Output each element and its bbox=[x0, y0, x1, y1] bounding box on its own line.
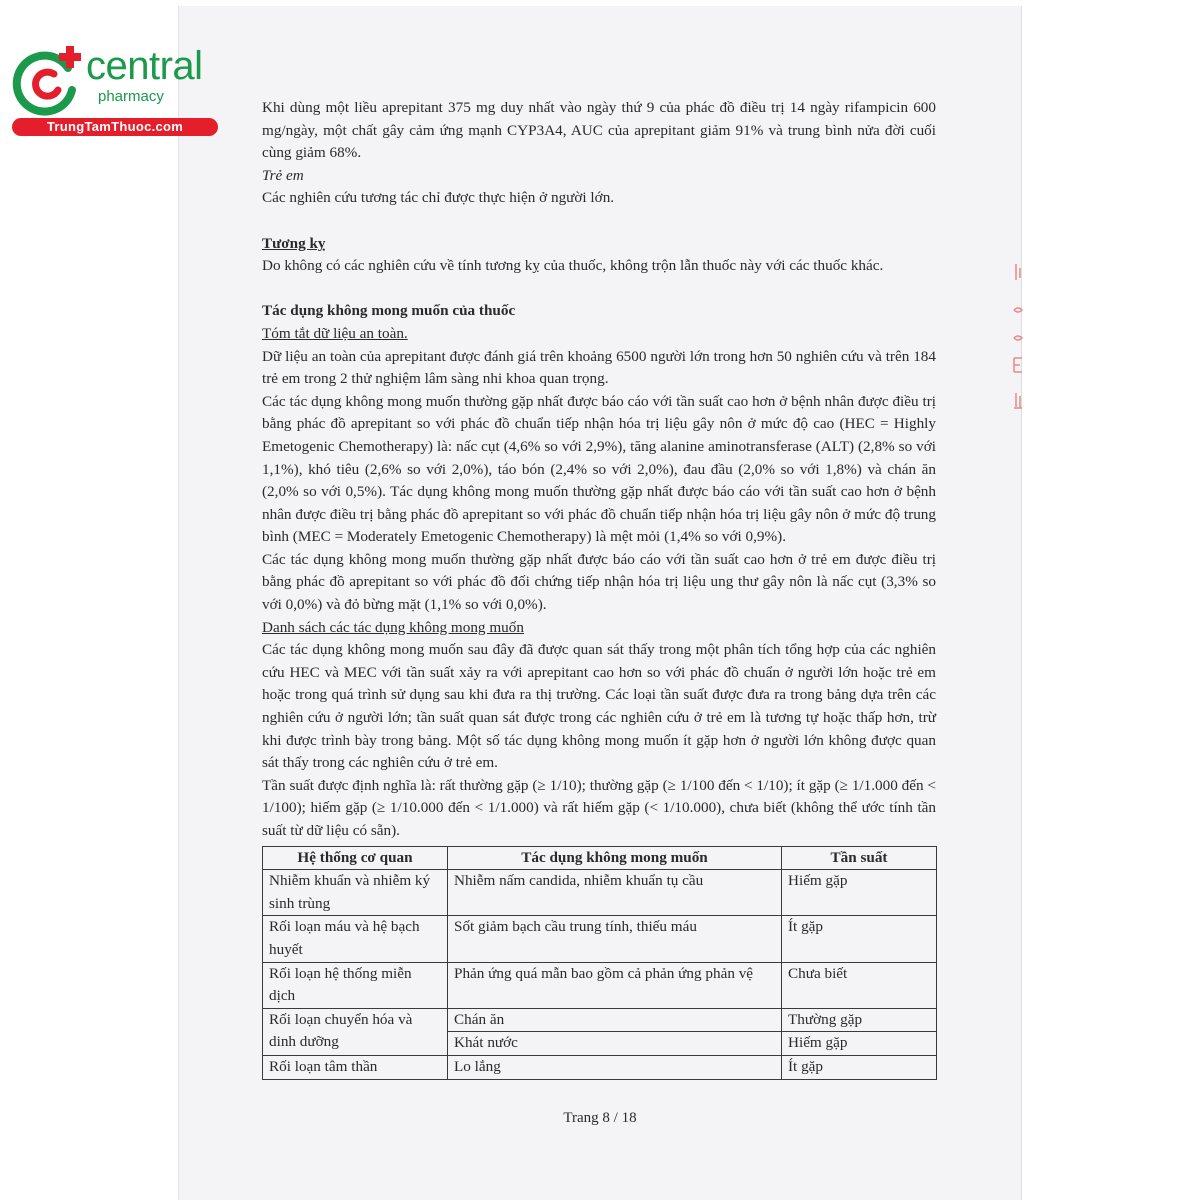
paragraph: Các tác dụng không mong muốn sau đây đã được quan sát thấy trong một phân tích tổng hợp của các nghiên cứu HEC và MEC với tần suất xảy ra với aprepitant cao hơn so với phác đồ chuẩn ở người lớn hoặc trẻ em hoặc trong quá trình sử dụng sau khi đưa ra thị trường. Các loại tần suất được đưa ra trong bảng dựa trên các nghiên cứu ở người lớn; tần suất quan sát được trong các nghiên cứu ở trẻ em là tương tự hoặc thấp hơn, trừ khi được trình bày trong bảng. Một số tác dụng không mong muốn ít gặp hơn ở người lớn không được quan sát thấy trong các nghiên cứu ở trẻ em. bbox=[262, 641, 936, 772]
frequency-cell: Hiếm gặp bbox=[782, 1032, 937, 1056]
paragraph: Các nghiên cứu tương tác chỉ được thực hiện ở người lớn. bbox=[262, 189, 615, 207]
table-row bbox=[263, 962, 937, 1008]
table-row bbox=[263, 1008, 937, 1032]
heading-adverse-effects: Tác dụng không mong muốn của thuốc bbox=[262, 302, 516, 320]
subheading-ae-list: Danh sách các tác dụng không mong muốn bbox=[262, 618, 524, 636]
page-number: Trang 8 / 18 bbox=[563, 1110, 637, 1126]
organ-cell: Rối loạn máu và hệ bạch huyết bbox=[263, 916, 448, 962]
logo[interactable] bbox=[10, 38, 220, 138]
paragraph: Tần suất được định nghĩa là: rất thường gặp (≥ 1/10); thường gặp (≥ 1/100 đến < 1/10); ít gặp (≥ 1/1.000 đến < 1/100); hiếm gặp (≥ 1/10.000 đến < 1/1.000) và rất hiếm gặp (< 1/10.000), chưa biết (không thể ước tính tần suất từ dữ liệu có sẵn). bbox=[262, 776, 936, 839]
logo-wordmark: central bbox=[86, 44, 203, 88]
organ-cell: Rối loạn hệ thống miễn dịch bbox=[263, 962, 448, 1008]
stamp-marks bbox=[1002, 258, 1026, 428]
document-body bbox=[262, 97, 936, 1080]
frequency-cell: Hiếm gặp bbox=[782, 870, 937, 916]
effect-cell: Nhiễm nấm candida, nhiễm khuẩn tụ cầu bbox=[448, 870, 782, 916]
effect-cell: Chán ăn bbox=[448, 1008, 782, 1032]
column-header: Tác dụng không mong muốn bbox=[448, 846, 782, 870]
table-row bbox=[263, 916, 937, 962]
subheading-children: Trẻ em bbox=[262, 166, 304, 184]
logo-tagline: pharmacy bbox=[98, 88, 164, 105]
table-header-row bbox=[263, 846, 937, 870]
paragraph: Các tác dụng không mong muốn thường gặp nhất được báo cáo với tần suất cao hơn ở trẻ em được điều trị bằng phác đồ aprepitant so với phác đồ đối chứng tiếp nhận hóa trị liệu ung thư gây nôn là nấc cụt (3,3% so với 0,0%) và đỏ bừng mặt (1,1% so với 0,0%). bbox=[262, 550, 936, 614]
paragraph: Các tác dụng không mong muốn thường gặp nhất được báo cáo với tần suất cao hơn ở bệnh nhân được điều trị bằng phác đồ aprepitant so với phác đồ chuẩn tiếp nhận hóa trị liệu gây nôn ở mức độ cao (HEC = Highly Emetogenic Chemotherapy) là: nấc cụt (4,6% so với 2,9%), tăng alanine aminotransferase (ALT) (2,8% so với 1,1%), khó tiêu (2,6% so với 2,0%), táo bón (2,4% so với 2,0%), đau đầu (2,0% so với 1,8%) và chán ăn (2,0% so với 0,5%). Tác dụng không mong muốn thường gặp nhất được báo cáo với tần suất cao hơn ở bệnh nhân được điều trị bằng phác đồ aprepitant so với phác đồ chuẩn tiếp nhận hóa trị liệu gây nôn ở mức độ trung bình (MEC = Moderately Emetogenic Chemotherapy) là mệt mỏi (1,4% so với 0,9%). bbox=[262, 392, 936, 546]
column-header: Tần suất bbox=[782, 846, 937, 870]
adverse-effects-table bbox=[262, 846, 937, 1080]
frequency-cell: Chưa biết bbox=[782, 962, 937, 1008]
column-header: Hệ thống cơ quan bbox=[263, 846, 448, 870]
subheading-safety-summary: Tóm tắt dữ liệu an toàn. bbox=[262, 324, 408, 342]
frequency-cell: Ít gặp bbox=[782, 916, 937, 962]
organ-cell: Nhiễm khuẩn và nhiễm ký sinh trùng bbox=[263, 870, 448, 916]
frequency-cell: Ít gặp bbox=[782, 1055, 937, 1079]
effect-cell: Khát nước bbox=[448, 1032, 782, 1056]
effect-cell: Phản ứng quá mẫn bao gồm cả phản ứng phản vệ bbox=[448, 962, 782, 1008]
effect-cell: Lo lắng bbox=[448, 1055, 782, 1079]
paragraph: Khi dùng một liều aprepitant 375 mg duy nhất vào ngày thứ 9 của phác đồ điều trị 14 ngày rifampicin 600 mg/ngày, một chất gây cảm ứng mạnh CYP3A4, AUC của aprepitant giảm 91% và trung bình nửa đời cuối cùng giảm 68%. bbox=[262, 99, 936, 162]
heading-compatibility: Tương kỵ bbox=[262, 234, 326, 252]
organ-cell: Rối loạn tâm thần bbox=[263, 1055, 448, 1079]
paragraph: Dữ liệu an toàn của aprepitant được đánh giá trên khoảng 6500 người lớn trong hơn 50 nghiên cứu và trên 184 trẻ em trong 2 thử nghiệm lâm sàng nhi khoa quan trọng. bbox=[262, 347, 936, 388]
frequency-cell: Thường gặp bbox=[782, 1008, 937, 1032]
table-row bbox=[263, 870, 937, 916]
logo-website: TrungTamThuoc.com bbox=[12, 118, 218, 136]
paragraph: Do không có các nghiên cứu về tính tương kỵ của thuốc, không trộn lẫn thuốc này với các thuốc khác. bbox=[262, 257, 884, 275]
organ-cell: Rối loạn chuyển hóa và dinh dưỡng bbox=[263, 1008, 448, 1055]
table-row bbox=[263, 1055, 937, 1079]
effect-cell: Sốt giảm bạch cầu trung tính, thiếu máu bbox=[448, 916, 782, 962]
pharmacy-cross-icon bbox=[10, 38, 90, 118]
